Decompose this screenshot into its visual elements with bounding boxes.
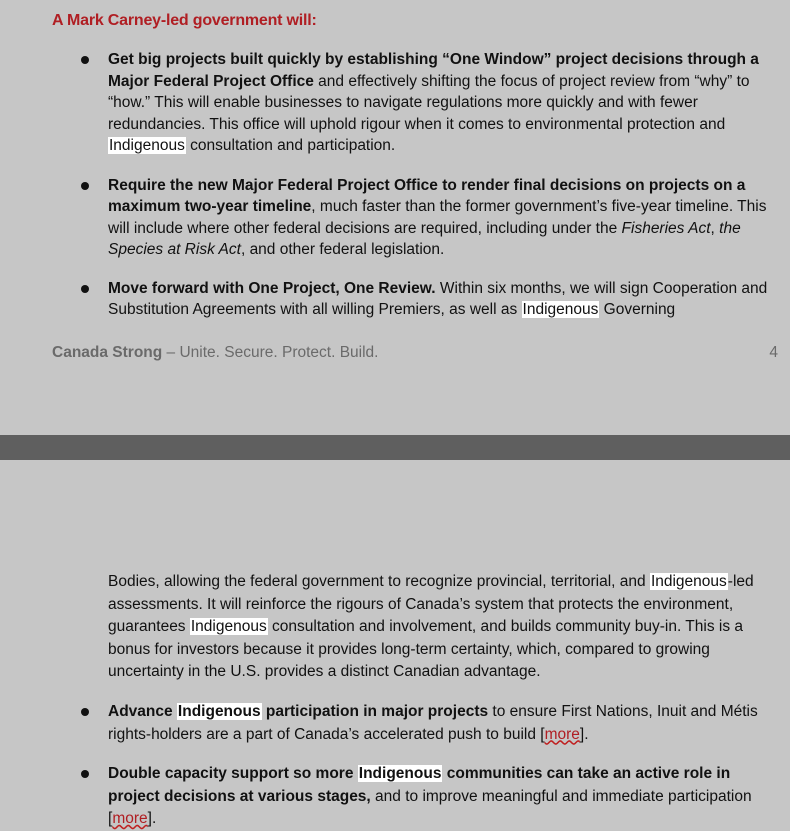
item-text: , [710,219,720,237]
list-item [0,49,790,157]
highlighted-word: Indigenous [522,301,599,318]
more-link[interactable]: more [112,810,148,827]
bullet-icon [81,770,89,778]
bullet-icon [81,56,89,64]
item-text: and effectively shifting the focus of project review from “why” to “how.” This will enable businesses to navigate regulations more quickly and with fewer redundancies. This office will uphold rigour when it comes to environmental protection and [108,72,750,133]
bullet-icon [81,285,89,293]
page-number: 4 [769,344,778,361]
item-text: , much faster than the former government’s five-year timeline. This will include where other federal decisions are required, including under the [108,198,767,237]
section-heading: A Mark Carney-led government will: [52,12,317,29]
bullet-icon [81,182,89,190]
list-item: Double capacity support so more Indigenous communities can take an active role in project decisions at various stages, and to improve meaningful and immediate participation [more]. [0,763,790,831]
page-footer [52,344,378,362]
highlighted-word: Indigenous [109,137,185,154]
footer-tagline: – Unite. Secure. Protect. Build. [162,344,379,361]
item-bold-text: Get big projects built quickly by establishing “One Window” project decisions through a Major Federal Project Office [108,51,759,90]
continued-paragraph: Bodies, allowing the federal government to recognize provincial, territorial, and Indigenous-led assessments. It will reinforce the rigours of Canada’s system that protects the environment, guarantees Indigenous consultation and involvement, and builds community buy-in. This is a bonus for investors because it provides long-term certainty, which, compared to growing uncertainty in the U.S. provides a distinct Canadian advantage. [108,573,754,680]
bullet-icon [81,708,89,716]
list-item [0,278,790,321]
page-separator [0,435,790,460]
item-bold-text: Require the new Major Federal Project Office to render final decisions on projects on a maximum two-year timeline [108,176,746,215]
highlighted-word: Indigenous [358,765,442,782]
item-text: consultation and participation. [185,137,396,154]
list-item: Advance Indigenous participation in major projects to ensure First Nations, Inuit and Métis rights-holders are a part of Canada’s accelerated push to build [more]. [0,701,790,746]
more-link[interactable]: more [544,725,580,743]
item-text: Governing [599,301,676,318]
legislation-title: Fisheries Act [621,219,711,237]
item-text: Within six months, we will sign Cooperation and Substitution Agreements with all willing Premiers, as well as [108,279,768,318]
commitments-list-continued [0,701,790,831]
document-page-5 [0,460,790,827]
legislation-title: the Species at Risk Act [108,219,741,258]
list-item [0,175,790,261]
commitments-list [0,49,790,321]
highlighted-word: Indigenous [190,618,267,635]
item-bold-text: Move forward with One Project, One Review. [108,279,436,297]
footer-brand: Canada Strong [52,344,163,361]
item-text: , and other federal legislation. [240,241,445,258]
highlighted-word: Indigenous [650,573,727,590]
highlighted-word: Indigenous [177,703,261,720]
